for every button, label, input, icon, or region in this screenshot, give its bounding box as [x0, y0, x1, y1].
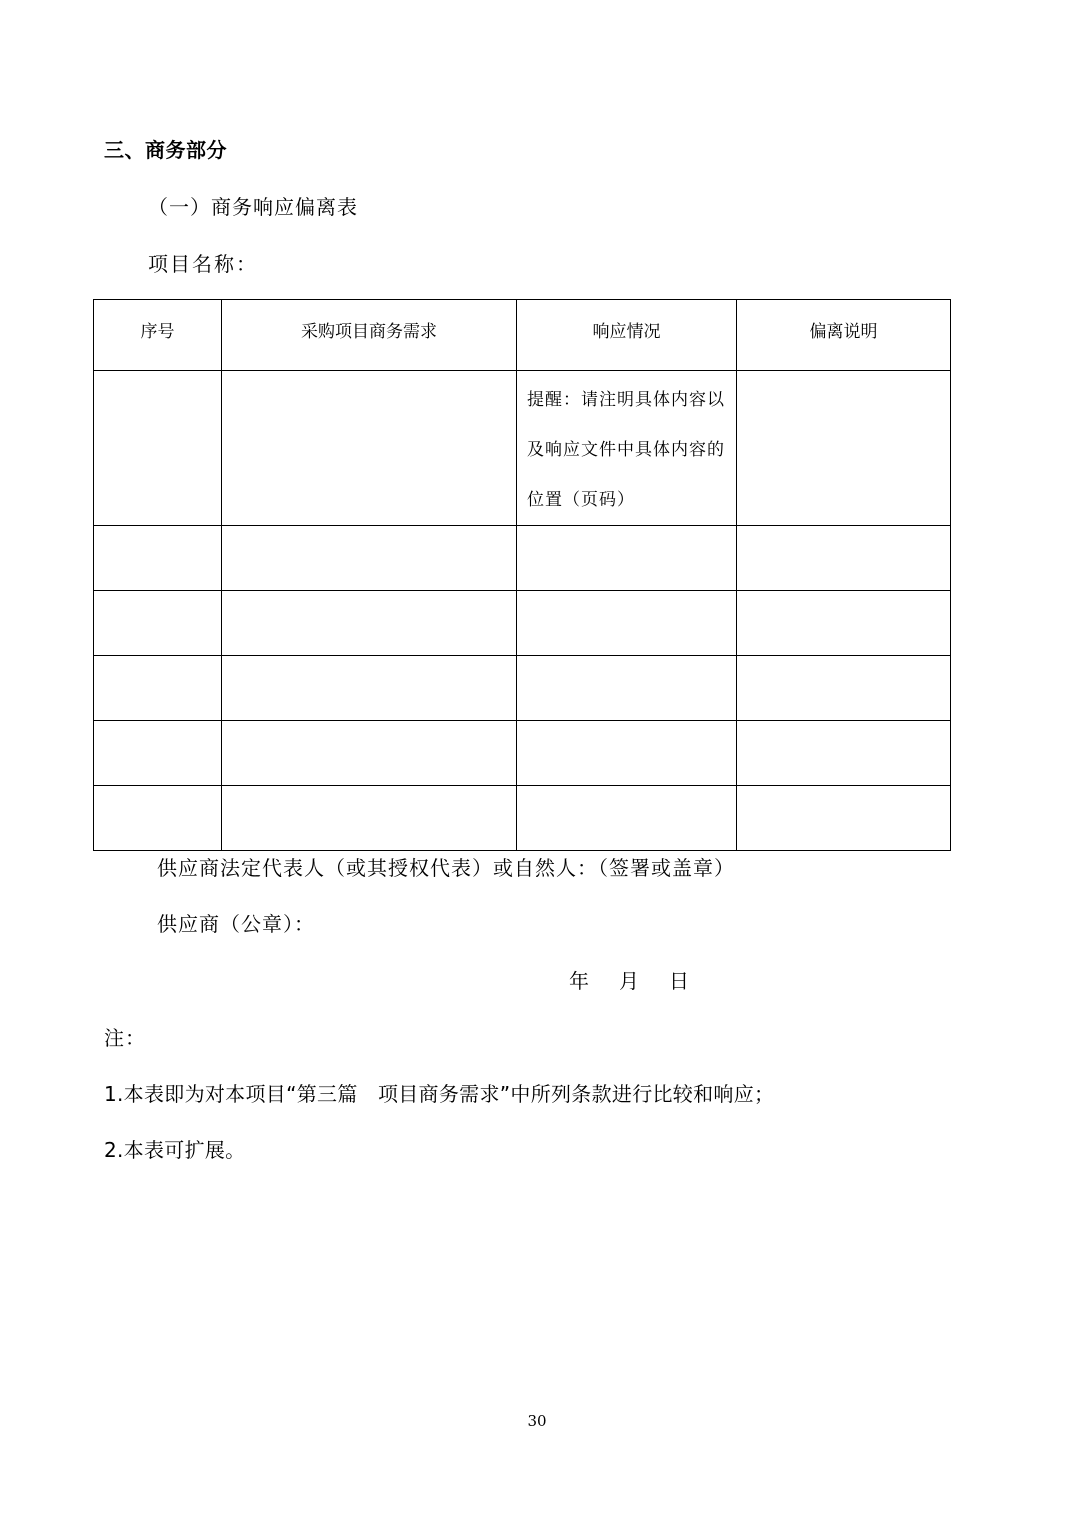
table-title: （一）商务响应偏离表: [148, 195, 358, 219]
cell-requirement[interactable]: [222, 721, 517, 786]
cell-deviation[interactable]: [737, 526, 951, 591]
cell-response[interactable]: [517, 656, 737, 721]
header-deviation-note: 偏离说明: [737, 300, 951, 371]
date-year-label: 年: [569, 969, 589, 993]
note-item-2: 2.本表可扩展。: [104, 1138, 246, 1162]
cell-requirement[interactable]: [222, 371, 517, 526]
cell-response[interactable]: [517, 786, 737, 851]
table-header-row: [94, 300, 951, 371]
table-row: [94, 656, 951, 721]
cell-deviation[interactable]: [737, 656, 951, 721]
table-row: [94, 591, 951, 656]
cell-requirement[interactable]: [222, 591, 517, 656]
representative-signature-line: 供应商法定代表人（或其授权代表）或自然人：（签署或盖章）: [157, 856, 735, 880]
cell-requirement[interactable]: [222, 786, 517, 851]
cell-serial[interactable]: [94, 656, 222, 721]
cell-requirement[interactable]: [222, 526, 517, 591]
cell-response[interactable]: [517, 526, 737, 591]
notes-label: 注：: [104, 1026, 146, 1050]
table-row: [94, 721, 951, 786]
table-row: [94, 526, 951, 591]
cell-serial[interactable]: [94, 786, 222, 851]
cell-serial[interactable]: [94, 526, 222, 591]
cell-serial[interactable]: [94, 721, 222, 786]
cell-response[interactable]: [517, 591, 737, 656]
header-response: 响应情况: [517, 300, 737, 371]
cell-deviation[interactable]: [737, 786, 951, 851]
cell-deviation[interactable]: [737, 721, 951, 786]
header-business-requirement: 采购项目商务需求: [222, 300, 517, 371]
header-serial-number: 序号: [94, 300, 222, 371]
business-deviation-table: [93, 299, 951, 851]
supplier-seal-line: 供应商（公章）：: [157, 912, 315, 936]
note-item-1: 1.本表即为对本项目“第三篇 项目商务需求”中所列条款进行比较和响应；: [104, 1082, 775, 1106]
cell-response[interactable]: [517, 371, 737, 526]
cell-requirement[interactable]: [222, 656, 517, 721]
project-name-label: 项目名称：: [148, 252, 258, 276]
section-heading: 三、商务部分: [104, 138, 227, 162]
cell-deviation[interactable]: [737, 371, 951, 526]
cell-response[interactable]: [517, 721, 737, 786]
date-day-label: 日: [669, 969, 689, 993]
table-row: [94, 371, 951, 526]
cell-deviation[interactable]: [737, 591, 951, 656]
cell-serial[interactable]: [94, 591, 222, 656]
response-reminder-text: 提醒：请注明具体内容以及响应文件中具体内容的位置（页码）: [527, 390, 725, 510]
table-row: [94, 786, 951, 851]
date-month-label: 月: [619, 969, 639, 993]
cell-serial[interactable]: [94, 371, 222, 526]
page-number: 30: [527, 1412, 547, 1430]
